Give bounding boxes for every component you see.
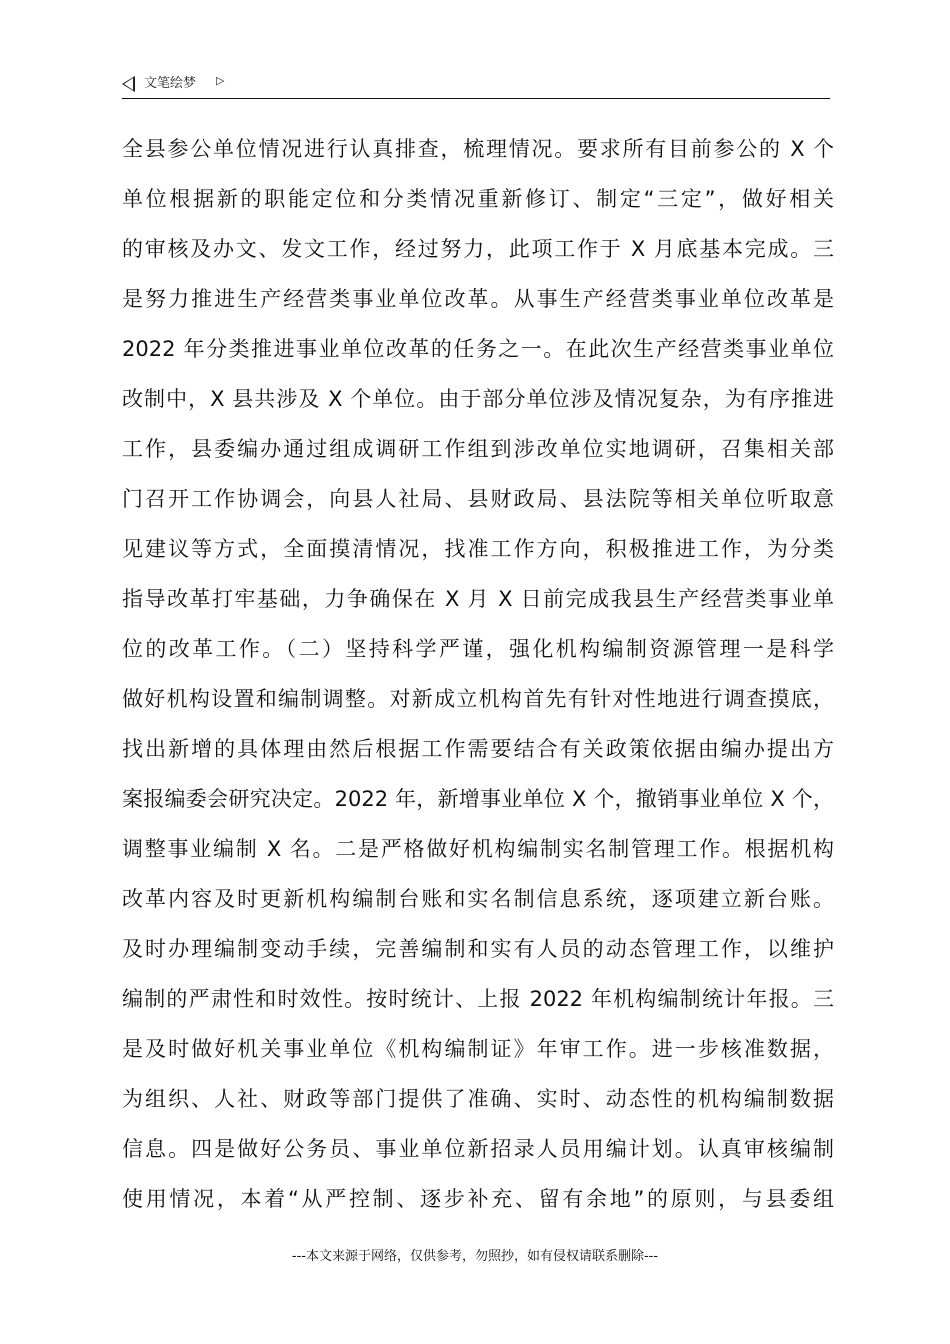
- body-line: 门召开工作协调会，向县人社局、县财政局、县法院等相关单位听取意: [122, 487, 834, 511]
- body-line: 编制的严肃性和时效性。按时统计、上报 2022 年机构编制统计年报。三: [122, 987, 834, 1011]
- body-line: 改革内容及时更新机构编制台账和实名制信息系统，逐项建立新台账。: [122, 887, 834, 911]
- body-line: 位的改革工作。（二）坚持科学严谨，强化机构编制资源管理一是科学: [122, 637, 834, 661]
- triangle-right-icon: ▷: [216, 74, 225, 87]
- body-line: 找出新增的具体理由然后根据工作需要结合有关政策依据由编办提出方: [122, 737, 834, 761]
- footer-notice: ---本文来源于网络，仅供参考，勿照抄，如有侵权请联系删除---: [291, 1249, 659, 1264]
- header-brand: 文笔绘梦: [144, 76, 197, 91]
- body-line: 指导改革打牢基础，力争确保在 X 月 X 日前完成我县生产经营类事业单: [122, 587, 834, 611]
- page-header: [122, 72, 830, 98]
- body-line: 及时办理编制变动手续，完善编制和实有人员的动态管理工作，以维护: [122, 937, 834, 961]
- body-line: 见建议等方式，全面摸清情况，找准工作方向，积极推进工作，为分类: [122, 537, 834, 561]
- body-line: 案报编委会研究决定。2022 年，新增事业单位 X 个，撤销事业单位 X 个，: [122, 787, 834, 811]
- body-line: 的审核及办文、发文工作，经过努力，此项工作于 X 月底基本完成。三: [122, 237, 834, 261]
- body-line: 是努力推进生产经营类事业单位改革。从事生产经营类事业单位改革是: [122, 287, 834, 311]
- body-line: 全县参公单位情况进行认真排查，梳理情况。要求所有目前参公的 X 个: [122, 137, 834, 161]
- body-line: 使用情况，本着“从严控制、逐步补充、留有余地”的原则，与县委组: [122, 1187, 834, 1211]
- triangle-left-icon: [122, 76, 135, 92]
- body-line: 工作，县委编办通过组成调研工作组到涉改单位实地调研，召集相关部: [122, 437, 834, 461]
- body-line: 是及时做好机关事业单位《机构编制证》年审工作。进一步核准数据，: [122, 1037, 834, 1061]
- header-divider: [122, 98, 830, 99]
- body-line: 做好机构设置和编制调整。对新成立机构首先有针对性地进行调查摸底，: [122, 687, 834, 711]
- document-body: [122, 124, 834, 1224]
- body-line: 改制中，X 县共涉及 X 个单位。由于部分单位涉及情况复杂，为有序推进: [122, 387, 834, 411]
- body-line: 2022 年分类推进事业单位改革的任务之一。在此次生产经营类事业单位: [122, 337, 834, 361]
- body-line: 为组织、人社、财政等部门提供了准确、实时、动态性的机构编制数据: [122, 1087, 834, 1111]
- body-line: 单位根据新的职能定位和分类情况重新修订、制定“三定”，做好相关: [122, 187, 834, 211]
- body-line: 信息。四是做好公务员、事业单位新招录人员用编计划。认真审核编制: [122, 1137, 834, 1161]
- body-line: 调整事业编制 X 名。二是严格做好机构编制实名制管理工作。根据机构: [122, 837, 834, 861]
